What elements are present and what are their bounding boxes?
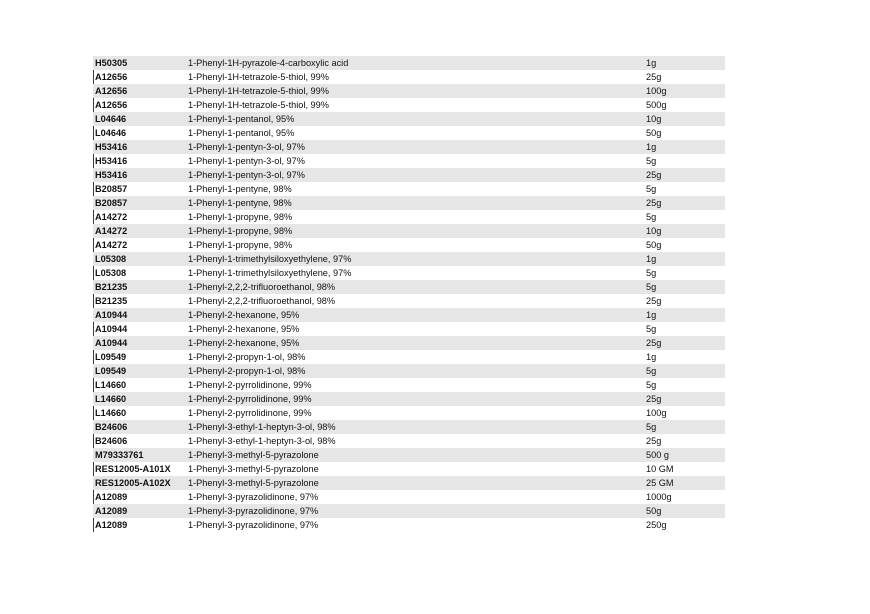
catalog-number: H50305 [95, 58, 128, 68]
package-size: 1g [646, 142, 657, 152]
package-size: 100g [646, 86, 667, 96]
package-size: 100g [646, 408, 667, 418]
catalog-number: M79333761 [95, 450, 144, 460]
product-name: 1-Phenyl-1-propyne, 98% [188, 240, 293, 250]
package-size: 1000g [646, 492, 672, 502]
package-size: 50g [646, 506, 662, 516]
product-name: 1-Phenyl-3-pyrazolidinone, 97% [188, 506, 319, 516]
catalog-number: A12656 [95, 100, 128, 110]
product-name: 1-Phenyl-1H-pyrazole-4-carboxylic acid [188, 58, 349, 68]
table-row [93, 504, 725, 518]
table-row [93, 252, 725, 266]
package-size: 25g [646, 72, 662, 82]
table-row [93, 476, 725, 490]
catalog-number: RES12005-A102X [95, 478, 171, 488]
package-size: 25 GM [646, 478, 674, 488]
catalog-number: B21235 [95, 296, 128, 306]
catalog-number: A12089 [95, 506, 128, 516]
package-size: 250g [646, 520, 667, 530]
catalog-number: A14272 [95, 212, 128, 222]
catalog-number: L09549 [95, 352, 127, 362]
product-name: 1-Phenyl-1-pentyn-3-ol, 97% [188, 170, 305, 180]
package-size: 1g [646, 58, 657, 68]
package-size: 50g [646, 240, 662, 250]
product-name: 1-Phenyl-3-methyl-5-pyrazolone [188, 450, 319, 460]
table-row [93, 84, 725, 98]
package-size: 1g [646, 310, 657, 320]
package-size: 5g [646, 380, 657, 390]
catalog-number: A12089 [95, 492, 128, 502]
product-name: 1-Phenyl-1-trimethylsiloxyethylene, 97% [188, 268, 352, 278]
product-name: 1-Phenyl-2-hexanone, 95% [188, 338, 300, 348]
package-size: 50g [646, 128, 662, 138]
product-name: 1-Phenyl-2-pyrrolidinone, 99% [188, 394, 312, 404]
table-row [93, 112, 725, 126]
table-row [93, 238, 725, 252]
table-row [93, 518, 725, 532]
product-name: 1-Phenyl-2-pyrrolidinone, 99% [188, 408, 312, 418]
table-row [93, 322, 725, 336]
table-row [93, 406, 725, 420]
product-name: 1-Phenyl-1-pentyne, 98% [188, 184, 292, 194]
catalog-number: B20857 [95, 198, 128, 208]
catalog-number: B24606 [95, 422, 128, 432]
package-size: 5g [646, 156, 657, 166]
table-row [93, 126, 725, 140]
catalog-number: B21235 [95, 282, 128, 292]
product-name: 1-Phenyl-1-propyne, 98% [188, 212, 293, 222]
product-name: 1-Phenyl-2,2,2-trifluoroethanol, 98% [188, 296, 336, 306]
catalog-number: L05308 [95, 254, 127, 264]
package-size: 10 GM [646, 464, 674, 474]
table-row [93, 294, 725, 308]
package-size: 5g [646, 212, 657, 222]
product-name: 1-Phenyl-1H-tetrazole-5-thiol, 99% [188, 86, 329, 96]
table-row [93, 266, 725, 280]
product-table [93, 56, 725, 532]
catalog-number: A10944 [95, 338, 128, 348]
package-size: 5g [646, 324, 657, 334]
table-row [93, 462, 725, 476]
product-name: 1-Phenyl-2-hexanone, 95% [188, 324, 300, 334]
catalog-number: L05308 [95, 268, 127, 278]
table-row [93, 490, 725, 504]
catalog-number: H53416 [95, 156, 128, 166]
package-size: 5g [646, 184, 657, 194]
package-size: 5g [646, 422, 657, 432]
product-name: 1-Phenyl-1H-tetrazole-5-thiol, 99% [188, 72, 329, 82]
product-name: 1-Phenyl-2,2,2-trifluoroethanol, 98% [188, 282, 336, 292]
catalog-number: A12089 [95, 520, 128, 530]
table-row [93, 70, 725, 84]
package-size: 1g [646, 352, 657, 362]
product-name: 1-Phenyl-2-propyn-1-ol, 98% [188, 366, 306, 376]
product-name: 1-Phenyl-1H-tetrazole-5-thiol, 99% [188, 100, 329, 110]
product-name: 1-Phenyl-1-pentyne, 98% [188, 198, 292, 208]
product-name: 1-Phenyl-2-propyn-1-ol, 98% [188, 352, 306, 362]
package-size: 500g [646, 100, 667, 110]
package-size: 10g [646, 226, 662, 236]
package-size: 1g [646, 254, 657, 264]
catalog-number: L04646 [95, 114, 127, 124]
table-row [93, 420, 725, 434]
table-row [93, 168, 725, 182]
catalog-number: L04646 [95, 128, 127, 138]
table-row [93, 154, 725, 168]
product-name: 1-Phenyl-2-pyrrolidinone, 99% [188, 380, 312, 390]
product-name: 1-Phenyl-1-pentyn-3-ol, 97% [188, 142, 305, 152]
catalog-number: RES12005-A101X [95, 464, 171, 474]
product-name: 1-Phenyl-1-pentanol, 95% [188, 128, 295, 138]
table-row [93, 434, 725, 448]
product-name: 1-Phenyl-3-ethyl-1-heptyn-3-ol, 98% [188, 436, 336, 446]
table-row [93, 280, 725, 294]
table-row [93, 350, 725, 364]
package-size: 5g [646, 366, 657, 376]
catalog-number: A14272 [95, 226, 128, 236]
table-row [93, 56, 725, 70]
catalog-number: A10944 [95, 324, 128, 334]
product-name: 1-Phenyl-3-pyrazolidinone, 97% [188, 492, 319, 502]
package-size: 25g [646, 394, 662, 404]
catalog-number: L14660 [95, 394, 127, 404]
table-row [93, 392, 725, 406]
product-name: 1-Phenyl-3-methyl-5-pyrazolone [188, 478, 319, 488]
product-name: 1-Phenyl-1-pentyn-3-ol, 97% [188, 156, 305, 166]
table-row [93, 210, 725, 224]
package-size: 25g [646, 170, 662, 180]
catalog-number: H53416 [95, 142, 128, 152]
table-row [93, 196, 725, 210]
package-size: 500 g [646, 450, 669, 460]
catalog-number: A12656 [95, 86, 128, 96]
table-row [93, 224, 725, 238]
table-row [93, 448, 725, 462]
table-row [93, 364, 725, 378]
package-size: 10g [646, 114, 662, 124]
catalog-number: L09549 [95, 366, 127, 376]
table-row [93, 98, 725, 112]
product-name: 1-Phenyl-1-trimethylsiloxyethylene, 97% [188, 254, 352, 264]
product-name: 1-Phenyl-3-ethyl-1-heptyn-3-ol, 98% [188, 422, 336, 432]
product-name: 1-Phenyl-3-pyrazolidinone, 97% [188, 520, 319, 530]
catalog-number: L14660 [95, 380, 127, 390]
catalog-number: H53416 [95, 170, 128, 180]
table-row [93, 182, 725, 196]
package-size: 5g [646, 268, 657, 278]
package-size: 25g [646, 198, 662, 208]
package-size: 25g [646, 436, 662, 446]
product-name: 1-Phenyl-1-pentanol, 95% [188, 114, 295, 124]
catalog-number: B24606 [95, 436, 128, 446]
catalog-number: L14660 [95, 408, 127, 418]
catalog-number: A12656 [95, 72, 128, 82]
package-size: 5g [646, 282, 657, 292]
table-row [93, 378, 725, 392]
package-size: 25g [646, 296, 662, 306]
table-row [93, 336, 725, 350]
table-row [93, 308, 725, 322]
table-row [93, 140, 725, 154]
product-name: 1-Phenyl-3-methyl-5-pyrazolone [188, 464, 319, 474]
catalog-number: A14272 [95, 240, 128, 250]
package-size: 25g [646, 338, 662, 348]
product-name: 1-Phenyl-1-propyne, 98% [188, 226, 293, 236]
catalog-number: B20857 [95, 184, 128, 194]
product-name: 1-Phenyl-2-hexanone, 95% [188, 310, 300, 320]
catalog-number: A10944 [95, 310, 128, 320]
